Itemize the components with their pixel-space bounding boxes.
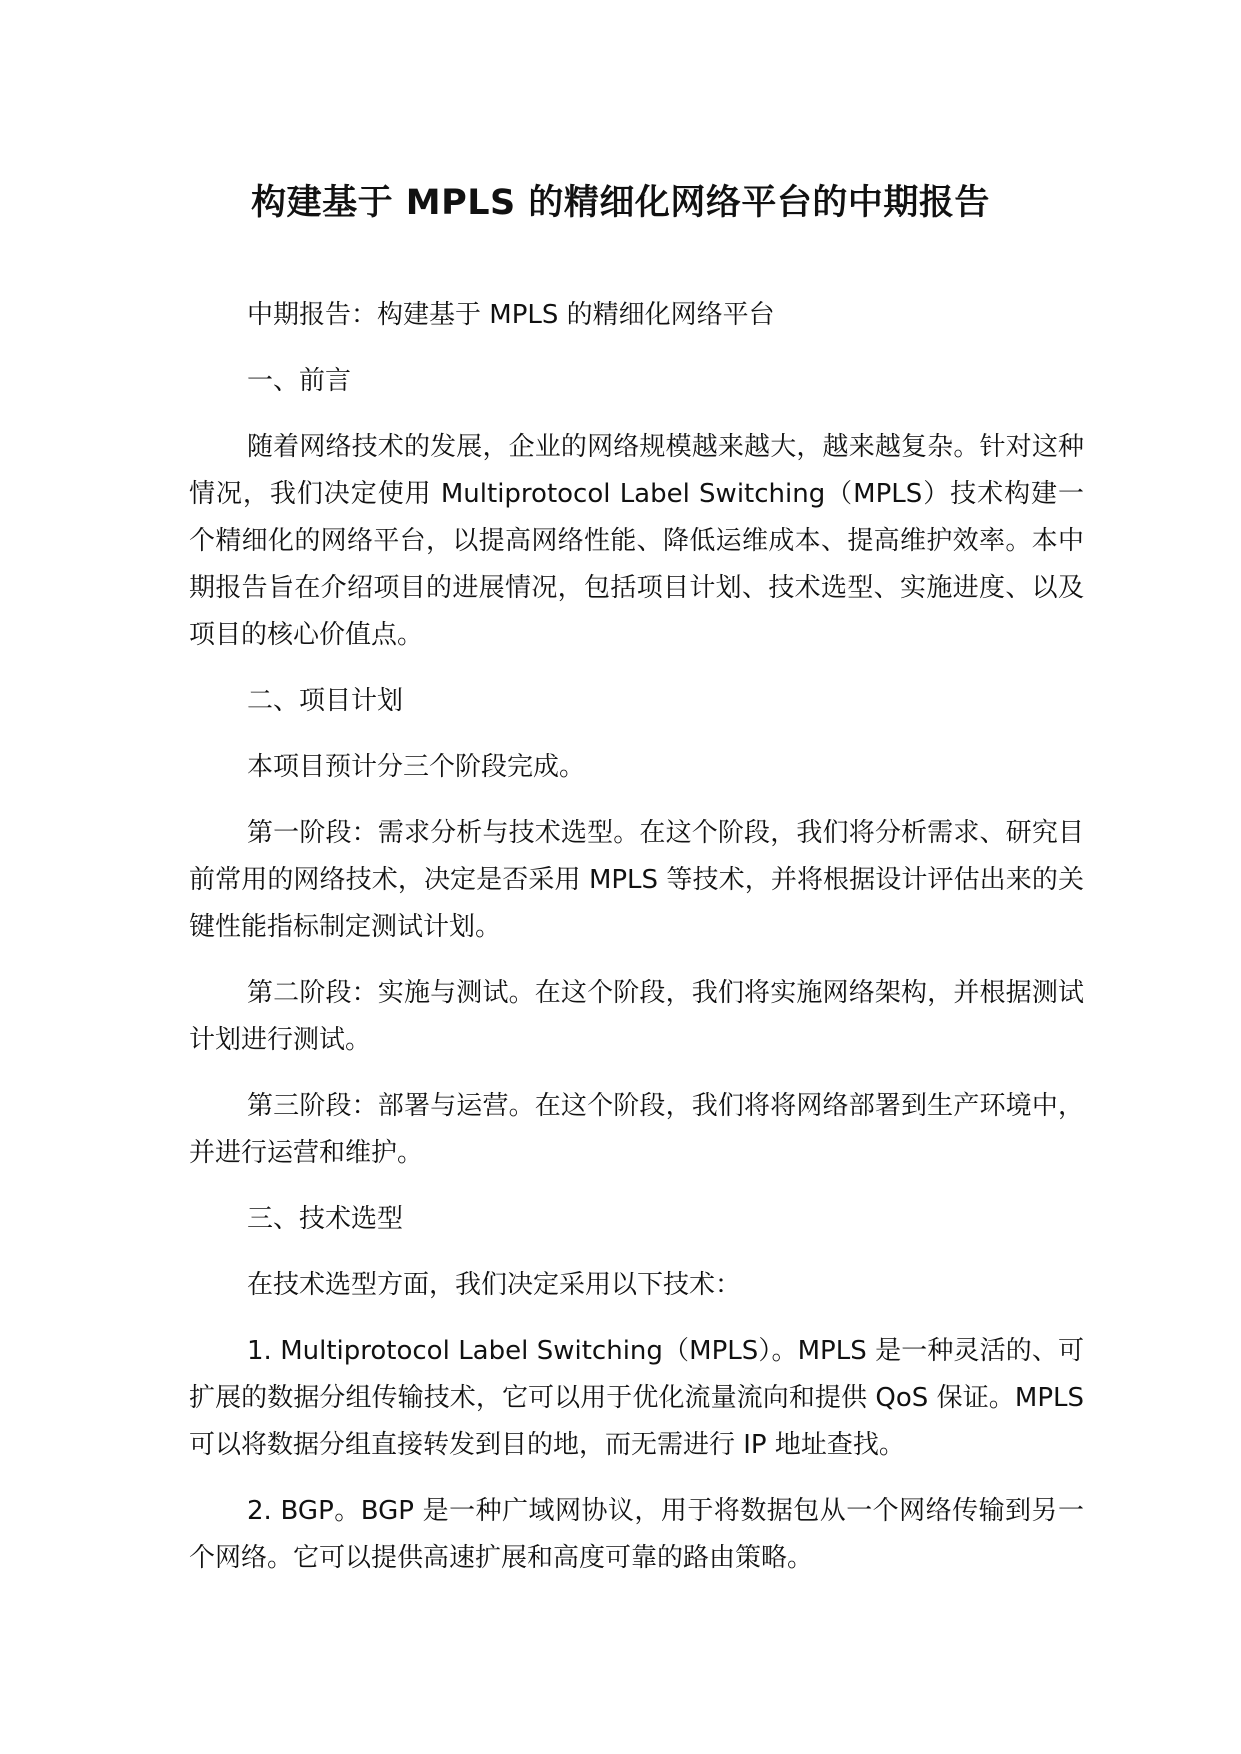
subtitle-paragraph: 中期报告：构建基于 MPLS 的精细化网络平台 [247, 300, 775, 330]
plan-intro-paragraph: 本项目预计分三个阶段完成。 [247, 752, 586, 782]
document-title: 构建基于 MPLS 的精细化网络平台的中期报告 [251, 183, 990, 223]
tech-item-bgp: 2. BGP。BGP 是一种广域网协议，用于将数据包从一个网络传输到另一个网络。它可以提供高速扩展和高度可靠的路由策略。 [189, 1496, 1084, 1573]
document-body [189, 292, 1084, 1601]
section-heading-project-plan: 二、项目计划 [247, 686, 404, 716]
section-heading-tech-selection: 三、技术选型 [247, 1204, 404, 1234]
section-heading-preface: 一、前言 [247, 366, 352, 396]
phase-one-paragraph: 第一阶段：需求分析与技术选型。在这个阶段，我们将分析需求、研究目前常用的网络技术，决定是否采用 MPLS 等技术，并将根据设计评估出来的关键性能指标制定测试计划。 [189, 818, 1084, 942]
tech-intro-paragraph: 在技术选型方面，我们决定采用以下技术： [247, 1270, 742, 1300]
tech-item-mpls: 1. Multiprotocol Label Switching（MPLS）。MPLS 是一种灵活的、可扩展的数据分组传输技术，它可以用于优化流量流向和提供 QoS 保证。MPLS 可以将数据分组直接转发到目的地，而无需进行 IP 地址查找。 [189, 1336, 1084, 1460]
preface-paragraph: 随着网络技术的发展，企业的网络规模越来越大，越来越复杂。针对这种情况，我们决定使用 Multiprotocol Label Switching（MPLS）技术构建一个精细化的网络平台，以提高网络性能、降低运维成本、提高维护效率。本中期报告旨在介绍项目的进展情况，包括项目计划、技术选型、实施进度、以及项目的核心价值点。 [189, 432, 1084, 650]
phase-three-paragraph: 第三阶段：部署与运营。在这个阶段，我们将将网络部署到生产环境中，并进行运营和维护。 [189, 1091, 1084, 1168]
phase-two-paragraph: 第二阶段：实施与测试。在这个阶段，我们将实施网络架构，并根据测试计划进行测试。 [189, 978, 1084, 1055]
